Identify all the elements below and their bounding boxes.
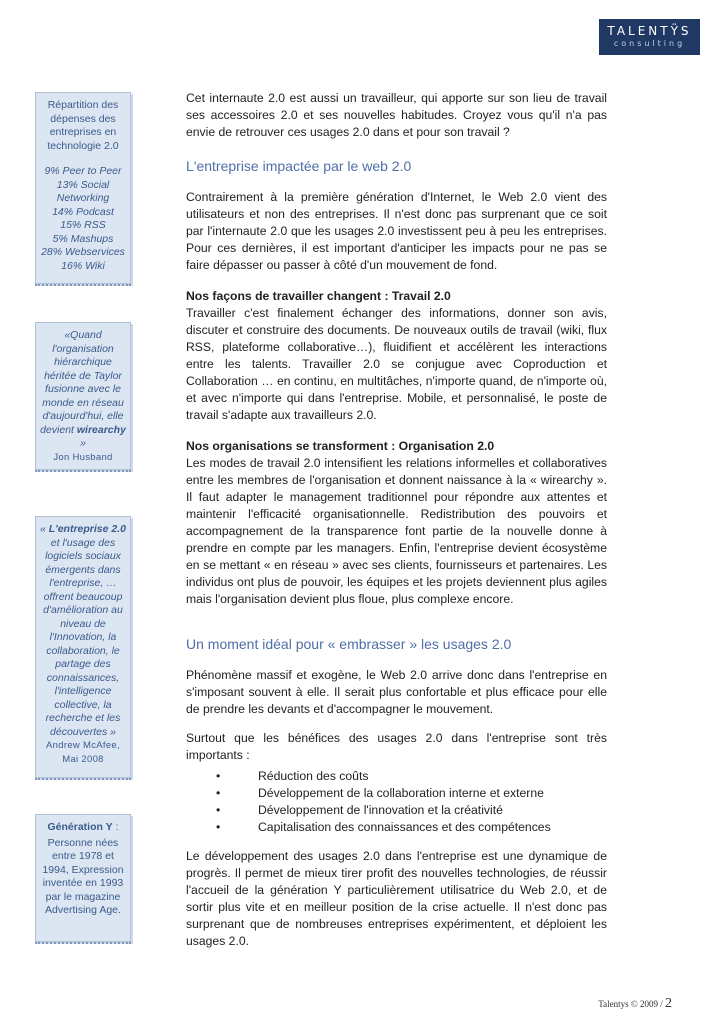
quote-author: Jon Husband [53,451,113,463]
definition-title [38,821,128,835]
bullet-icon: • [216,786,221,800]
definition-colon: : [112,821,119,833]
list-item-text: Capitalisation des connaissances et des compétences [258,820,551,834]
quote-bold: L'entreprise 2.0 [48,523,126,535]
benefits-list [186,768,607,836]
paragraph-travail: Travailler c'est finalement échanger des informations, donner son avis, discuter et construire des documents. De nouveaux outils de travail (wiki, flux RSS, plateforme collaborative…), fluidifient et accélèrent les interactions entre les talents. Travailler 2.0 se conjugue avec Coproduction et Collaboration … en continu, en multitâches, n'importe quand, de n'importe où, et avec n'importe qui dans l'entreprise. Mobile, et personnalisé, le poste de travail s'adapte aux travailleurs 2.0. [186,306,607,422]
section-heading-moment: Un moment idéal pour « embrasser » les usages 2.0 [186,636,512,652]
quote-text [38,523,128,739]
quote-open: «Quand [64,329,102,341]
section-heading-impact: L'entreprise impactée par le web 2.0 [186,158,412,174]
logo-wordmark: TALENTŸS [607,24,692,38]
paragraph-organisation: Les modes de travail 2.0 intensifient les relations informelles et collaboratives entre les membres de l'organisation et donnent naissance à la « wirearchy ». Il faut adapter le management traditionnel pour répondre aux attentes et maintenir l'efficacité organisationnelle. Redistribution des pouvoirs et accompagnement de la transparence font partie de la nouvelle donne à prendre en compte par les managers. Enfin, l'entreprise devient écosystème en se mettant « en réseau » avec ses clients, fournisseurs et partenaires. Les individus ont plus de pouvoir, les équipes et les projets deviennent plus agiles mais l'organisation devient plus floue, plus complexe encore. [186,456,607,606]
list-item [186,819,607,836]
paragraph-impact: Contrairement à la première génération d'Internet, le Web 2.0 vient des utilisateurs et non des entreprises. Il n'est donc pas surprenant que ce soit par l'internaute 2.0 que les usages 2.0 investissent peu à peu les entreprises. Pour ces dernières, il est important d'anticiper les impacts pour ne pas se faire dépasser ou passer à côté d'un mouvement de fond. [186,190,607,272]
list-item [186,768,607,785]
list-item-text: Réduction des coûts [258,769,369,783]
sidebar-box-generation-y [35,814,131,942]
bullet-icon: • [216,803,221,817]
spending-item: 16% Wiki [61,259,105,272]
logo-tagline: consulting [613,39,686,48]
quote-bold: wirearchy [76,423,126,436]
list-item-text: Développement de l'innovation et la créativité [258,803,503,817]
list-item [186,785,607,802]
list-item-text: Développement de la collaboration interne et externe [258,786,544,800]
spending-item: 15% RSS [60,219,106,231]
sidebar-box-spending [35,92,131,284]
paragraph-conclusion: Le développement des usages 2.0 dans l'entreprise est une dynamique de progrès. Il permet de mieux tirer profit des nouvelles technologies, de réussir l'accueil de la génération Y particulièrement utilisatrice du Web 2.0, et de sortir plus vite et en meilleur position de la crise actuelle. Il n'est donc pas surprenant que de nombreuses entreprises expérimentent, et déploient les usages 2.0. [186,849,607,948]
definition-term: Génération Y [47,821,113,833]
definition-body: Personne nées entre 1978 et 1994, Expression inventée en 1993 par le magazine Advertising Age. [42,836,124,916]
talentys-logo [599,19,700,55]
sidebar-box-wirearchy-quote [35,322,131,470]
spending-item: 9% Peer to Peer [44,165,122,177]
sidebar-box-title: Répartition des dépenses des entreprises en technologie 2.0 [47,99,119,152]
quote-text [38,329,128,451]
subheading-travail: Nos façons de travailler changent : Travail 2.0 [186,289,451,303]
paragraph-benefits: Surtout que les bénéfices des usages 2.0 dans l'entreprise sont très importants : [186,731,607,762]
spending-item: 14% Podcast [52,205,114,218]
quote-body: l'organisation hiérarchique héritée de Taylor fusionne avec le monde en réseau d'aujourd'hui, elle devient [40,342,124,436]
quote-body: et l'usage des logiciels sociaux émergents dans l'entreprise, … offrent beaucoup d'amélioration au niveau de l'Innovation, la collaboration, le partage des connaissances, l'intelligence collective, la recherche et les découvertes » [43,536,123,738]
spending-item: 5% Mashups [52,232,114,245]
subheading-organisation: Nos organisations se transforment : Organisation 2.0 [186,439,495,453]
footer-copyright: Talentys © 2009 / [598,999,665,1009]
main-content [186,90,607,950]
page-footer [598,996,672,1012]
list-item [186,802,607,819]
quote-open: « [40,523,49,535]
paragraph-intro: Cet internaute 2.0 est aussi un travailleur, qui apporte sur son lieu de travail ses accessoires 2.0 et ses nouvelles habitudes. Croyez vous qu'il n'a pas envie de retrouver ces usages 2.0 dans et pour son travail ? [186,91,607,139]
spending-item: 13% Social Networking [56,178,110,204]
paragraph-moment: Phénomène massif et exogène, le Web 2.0 arrive donc dans l'entreprise en s'imposant souvent à elle. Il serait plus confortable et plus efficace pour elle de prendre les devants et d'accompagner le mouvement. [186,668,607,716]
spending-item: 28% Webservices [41,246,125,258]
bullet-icon: • [216,820,221,834]
quote-author: Andrew McAfee, Mai 2008 [46,740,120,765]
page-number: 2 [665,996,672,1011]
bullet-icon: • [216,769,221,783]
sidebar-box-mcafee-quote [35,516,131,778]
quote-close: » [80,437,86,449]
